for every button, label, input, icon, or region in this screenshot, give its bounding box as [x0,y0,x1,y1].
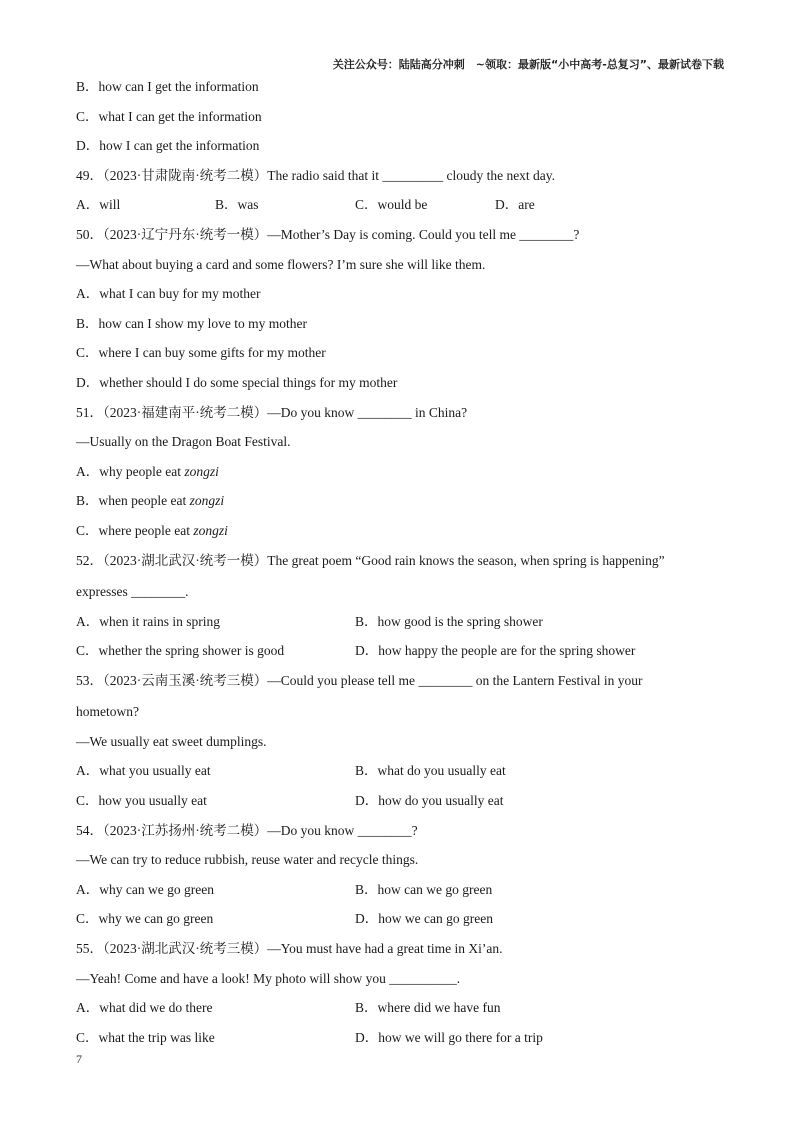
option-53-d: D．how do you usually eat [355,793,504,809]
option-50-b: B．how can I show my love to my mother [76,315,307,331]
option-italic: zongzi [189,493,225,509]
option-text: C．where people eat [76,522,194,538]
option-text: A．why people eat [76,463,185,479]
option-50-c: C．where I can buy some gifts for my mother [76,345,326,361]
options-55-ab [76,998,736,1028]
option-49-a: A．will [76,197,121,213]
option-55-a: A．what did we do there [76,1000,213,1016]
option-52-b: B．how good is the spring shower [355,613,543,629]
options-52-ab [76,612,736,642]
option-51-c [76,521,736,551]
options-49 [76,195,736,225]
question-stem-53: 53．（2023·云南玉溪·统考三模）—Could you please tell me ________ on the Lantern Festival in your [76,672,643,688]
option-49-b: B．was [215,197,259,213]
option-49-d: D．are [495,197,535,213]
question-content [76,77,736,1057]
question-stem-50: 50．（2023·辽宁丹东·统考一模）—Mother’s Day is coming. Could you tell me ________? [76,226,580,242]
option-54-d: D．how we can go green [355,911,493,927]
reply-54: —We can try to reduce rubbish, reuse water and recycle things. [76,852,419,868]
option-text: B．when people eat [76,493,190,509]
options-53-cd [76,791,736,821]
option-55-d: D．how we will go there for a trip [355,1029,543,1045]
option-54-c: C．why we can go green [76,911,214,927]
options-54-ab [76,880,736,910]
question-stem-52: 52．（2023·湖北武汉·统考一模）The great poem “Good rain knows the season, when spring is happening” [76,552,665,568]
options-54-cd [76,909,736,939]
page-number: 7 [76,1052,82,1066]
option-50-d: D．whether should I do some special things for my mother [76,374,398,390]
option-55-b: B．where did we have fun [355,1000,501,1016]
option-55-c: C．what the trip was like [76,1029,215,1045]
page-header: 关注公众号：陆陆高分冲刺 ~领取：最新版“小中高考-总复习”、最新试卷下载 [332,58,724,71]
option-53-a: A．what you usually eat [76,763,211,779]
reply-53: —We usually eat sweet dumplings. [76,733,267,749]
question-stem-53-cont: hometown? [76,704,139,720]
option-italic: zongzi [184,463,219,479]
option-53-c: C．how you usually eat [76,793,207,809]
option-54-b: B．how can we go green [355,881,493,897]
reply-50: —What about buying a card and some flowers? I’m sure she will like them. [76,256,486,272]
reply-55: —Yeah! Come and have a look! My photo will show you __________. [76,970,461,986]
question-stem-54: 54．（2023·江苏扬州·统考二模）—Do you know ________? [76,822,418,838]
option-line: D．how I can get the information [76,138,260,154]
options-53-ab [76,761,736,791]
question-stem-55: 55．（2023·湖北武汉·统考三模）—You must have had a great time in Xi’an. [76,941,503,957]
option-line: B．how can I get the information [76,79,259,94]
option-italic: zongzi [193,522,228,538]
option-52-c: C．whether the spring shower is good [76,643,285,659]
question-stem-51: 51．（2023·福建南平·统考二模）—Do you know ________ in China? [76,404,468,420]
option-51-b [76,491,736,521]
options-55-cd [76,1028,736,1058]
option-line: C．what I can get the information [76,108,262,124]
option-52-a: A．when it rains in spring [76,613,220,629]
question-stem-52-cont: expresses ________. [76,584,189,599]
reply-51: —Usually on the Dragon Boat Festival. [76,434,291,450]
option-51-a [76,462,736,492]
option-53-b: B．what do you usually eat [355,763,506,779]
option-52-d: D．how happy the people are for the spring shower [355,643,636,659]
option-54-a: A．why can we go green [76,881,214,897]
option-50-a: A．what I can buy for my mother [76,286,261,302]
option-49-c: C．would be [355,197,428,213]
options-52-cd [76,641,736,671]
question-stem-49: 49．（2023·甘肃陇南·统考二模）The radio said that it _________ cloudy the next day. [76,167,556,183]
